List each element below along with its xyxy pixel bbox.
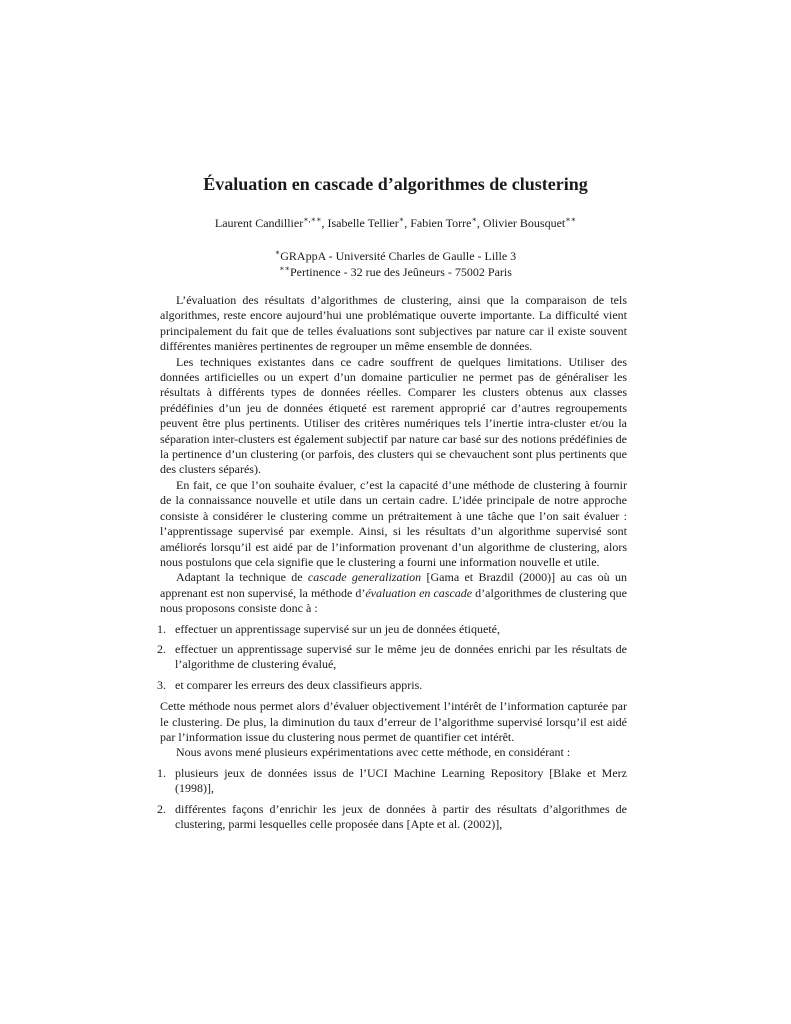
affiliation-line (0, 264, 791, 280)
affiliation-line (0, 248, 791, 264)
paragraph: En fait, ce que l’on souhaite évaluer, c’est la capacité d’une méthode de clustering à fournir de la connaissance nouvelle et utile dans un certain cadre. L’idée principale de notre approche consiste à considérer le clustering comme un prétraitement à une tâche que l’on sait évaluer : l’apprentissage supervisé par exemple. Ainsi, si les résultats d’un algorithme supervisé sont améliorés lorsqu’il est aidé par de l’information provenant d’un algorithme de clustering, alors nous postulons que cela signifie que le clustering a fourni une information nouvelle et utile. (160, 477, 627, 569)
list-item (157, 621, 627, 637)
list-item-text: différentes façons d’enrichir les jeux de données à partir des résultats d’algorithmes de clustering, parmi lesquelles celle proposée dans [Apte et al. (2002)], (175, 801, 627, 831)
abstract-body (157, 293, 627, 838)
list-item-text: et comparer les erreurs des deux classifieurs appris. (175, 677, 423, 692)
paper-title: Évaluation en cascade d’algorithmes de clustering (203, 174, 588, 194)
list-item (157, 641, 627, 673)
list-number: 3. (157, 677, 166, 692)
paragraph: Cette méthode nous permet alors d’évaluer objectivement l’intérêt de l’information capturée par le clustering. De plus, la diminution du taux d’erreur de l’algorithme supervisé lorsqu’il est aidé par l’information issue du clustering nous permet de quantifier cet intérêt. (160, 699, 627, 744)
paragraph-text: d’algorithmes de clustering que nous proposons consiste donc à : (160, 585, 627, 616)
paragraph-text: Adaptant la technique de (176, 570, 308, 585)
emphasis-text: évaluation en cascade (365, 585, 473, 600)
paragraph: L’évaluation des résultats d’algorithmes de clustering, ainsi que la comparaison de tels algorithmes, reste encore aujourd’hui une problématique ouverte importante. La difficulté vient principalement du fait que de telles évaluations sont subjectives par nature car il existe souvent différentes manières pertinentes de regrouper un même ensemble de données. (160, 293, 627, 354)
author-name: Fabien Torre (410, 216, 472, 230)
list-number: 2. (157, 801, 166, 816)
list-item-text: effectuer un apprentissage supervisé sur le même jeu de données enrichi par les résultats de l’algorithme de clustering évalué, (175, 641, 627, 672)
author-line (0, 215, 791, 231)
affiliation-text: Pertinence - 32 rue des Jeûneurs - 75002 Paris (289, 265, 512, 279)
affiliation-text: GRAppA - Université Charles de Gaulle - Lille 3 (280, 249, 517, 263)
affiliation-mark: ∗ (274, 248, 281, 257)
author-name: Laurent Candillier (214, 216, 304, 230)
list-item-text: effectuer un apprentissage supervisé sur un jeu de données étiqueté, (175, 621, 500, 636)
list-item (157, 677, 627, 693)
paragraph: Nous avons mené plusieurs expérimentations avec cette méthode, en considérant : (176, 745, 571, 760)
list-item (157, 765, 627, 797)
method-steps-list (157, 621, 627, 694)
author-name: Isabelle Tellier (327, 216, 399, 230)
affiliation-mark: ∗∗ (279, 264, 290, 273)
paragraph (160, 570, 627, 616)
list-item-text: plusieurs jeux de données issus de l’UCI Machine Learning Repository [Blake et Merz (1998)], (175, 765, 627, 796)
list-number: 1. (157, 621, 166, 636)
author-name: Olivier Bousquet (482, 216, 566, 230)
affiliation-mark: ∗ (471, 215, 477, 224)
affiliation-mark: ∗ (398, 215, 405, 224)
list-number: 2. (157, 641, 166, 656)
paragraph: Les techniques existantes dans ce cadre souffrent de quelques limitations. Utiliser des données artificielles ou un expert d’un domaine particulier ne permet pas de généraliser les résultats à différents types de données réelles. Comparer les clusters obtenus aux classes prédéfinies d’un jeu de données étiqueté est rarement approprié car d’autres regroupements peuvent être plus pertinents. Utiliser des critères numériques tels l’inertie intra-cluster et/ou la séparation inter-clusters est également subjectif par nature car basé sur des notions prédéfinies de la pertinence d’un clustering (or parfois, des clusters qui se chevauchent sont plus pertinents que des clusters séparés). (160, 354, 627, 477)
experiments-list (157, 765, 627, 833)
author-separator: , (321, 216, 328, 230)
author-separator: , (476, 216, 483, 230)
affiliation-mark: ∗∗ (565, 215, 577, 224)
affiliation-mark: ∗,∗∗ (303, 215, 322, 224)
emphasis-text: cascade generalization (307, 570, 422, 585)
author-separator: , (404, 216, 411, 230)
paragraph-text: [Gama et Brazdil (2000)] au cas où un apprenant est non supervisé, la méthode d’ (160, 570, 627, 600)
list-item (157, 801, 627, 833)
list-number: 1. (157, 765, 166, 780)
affiliations (0, 248, 791, 280)
